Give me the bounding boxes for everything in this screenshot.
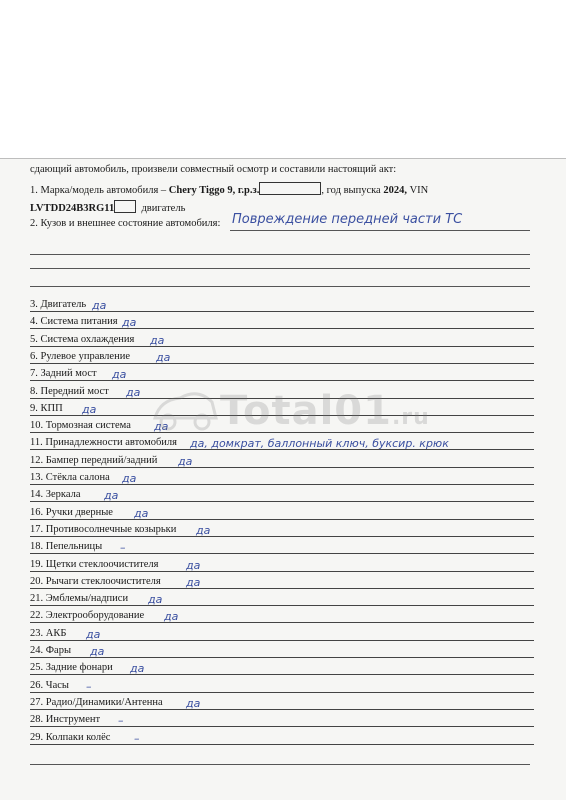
- checklist-rule: [30, 328, 534, 329]
- engine-label: двигатель: [141, 203, 186, 214]
- checklist-row: [30, 469, 534, 485]
- checklist-handwritten-value: –: [86, 679, 92, 693]
- checklist-label: 24. Фары: [30, 645, 72, 656]
- checklist-row: [30, 365, 534, 381]
- car-model: Chery Tiggo 9, г.р.з.: [168, 185, 260, 196]
- checklist-handwritten-value: –: [134, 731, 140, 745]
- year-prefix: , год выпуска: [321, 185, 384, 196]
- checklist-label: 28. Инструмент: [30, 714, 101, 726]
- blank-header-area: [0, 0, 566, 159]
- blank-rule-3: [30, 286, 530, 287]
- item-2-handwritten: Повреждение передней части ТС: [232, 212, 463, 227]
- checklist-rule: [30, 536, 534, 537]
- checklist-handwritten-value: да: [164, 610, 179, 624]
- checklist-row: [30, 556, 534, 572]
- checklist-label: 17. Противосолнечные козырьки: [30, 523, 177, 535]
- checklist-rule: [30, 744, 534, 745]
- item-2-line: [30, 218, 220, 230]
- checklist-row: [30, 642, 534, 658]
- checklist-handwritten-value: да: [130, 662, 145, 676]
- checklist-rule: [30, 726, 534, 727]
- checklist-handwritten-value: –: [120, 541, 126, 555]
- checklist-handwritten-value: да: [156, 350, 171, 364]
- checklist-handwritten-value: да: [186, 575, 201, 589]
- checklist-handwritten-value: да, домкрат, баллонный ключ, буксир. крюк: [190, 437, 449, 451]
- checklist-handwritten-value: да: [148, 593, 163, 607]
- checklist-rule: [30, 588, 534, 589]
- checklist-label: 3. Двигатель: [30, 299, 87, 310]
- checklist-rule: [30, 363, 534, 364]
- checklist-row: [30, 573, 534, 589]
- item-2-rule: [230, 230, 530, 231]
- checklist-rule: [30, 415, 534, 416]
- checklist-row: [30, 348, 534, 364]
- checklist-rule: [30, 622, 534, 623]
- checklist-label: 16. Ручки дверные: [30, 506, 113, 518]
- checklist-rule: [30, 432, 534, 433]
- item-1-line: [30, 182, 428, 197]
- checklist-row: [30, 417, 534, 433]
- vin-value: LVTDD24B3RG11: [30, 203, 115, 214]
- checklist-label: 9. КПП: [30, 402, 63, 414]
- item-2-label: 2. Кузов и внешнее состояние автомобиля:: [30, 218, 221, 229]
- checklist-row: [30, 400, 534, 416]
- checklist-handwritten-value: да: [86, 627, 101, 641]
- checklist-handwritten-value: –: [118, 714, 124, 728]
- checklist-row: [30, 659, 534, 675]
- item-1-prefix: 1. Марка/модель автомобиля –: [30, 185, 169, 196]
- checklist-row: [30, 331, 534, 347]
- checklist-label: 19. Щетки стеклоочистителя: [30, 558, 159, 570]
- checklist-rule: [30, 467, 534, 468]
- checklist-label: 20. Рычаги стеклоочистителя: [30, 575, 161, 587]
- checklist-rule: [30, 571, 534, 572]
- checklist-row: [30, 296, 534, 312]
- checklist-row: [30, 711, 534, 727]
- watermark-text: Total01.ru: [220, 388, 430, 434]
- checklist-rule: [30, 553, 534, 554]
- checklist-label: 25. Задние фонари: [30, 662, 113, 674]
- checklist-handwritten-value: да: [196, 523, 211, 537]
- checklist-label: 10. Тормозная система: [30, 420, 131, 432]
- blank-rule-2: [30, 268, 530, 269]
- checklist-row: [30, 434, 534, 450]
- checklist-row: [30, 694, 534, 710]
- checklist-handwritten-value: да: [122, 316, 137, 330]
- checklist-row: [30, 313, 534, 329]
- checklist-label: 12. Бампер передний/задний: [30, 454, 158, 466]
- checklist-rule: [30, 640, 534, 641]
- checklist-handwritten-value: да: [134, 506, 149, 520]
- plate-box: [259, 182, 321, 195]
- checklist-handwritten-value: да: [90, 645, 105, 658]
- checklist-label: 23. АКБ: [30, 627, 67, 639]
- checklist-label: 18. Пепельницы: [30, 541, 103, 553]
- checklist-label: 26. Часы: [30, 679, 69, 691]
- blank-rule-1: [30, 254, 530, 255]
- checklist-handwritten-value: да: [178, 454, 193, 468]
- checklist-row: [30, 729, 534, 745]
- checklist-rule: [30, 605, 534, 606]
- checklist-row: [30, 607, 534, 623]
- checklist-row: [30, 504, 534, 520]
- checklist-row: [30, 590, 534, 606]
- checklist-rule: [30, 346, 534, 347]
- checklist-label: 29. Колпаки колёс: [30, 731, 111, 743]
- checklist-label: 11. Принадлежности автомобиля: [30, 437, 177, 449]
- vin-line: [30, 200, 185, 215]
- checklist-handwritten-value: да: [154, 420, 169, 434]
- checklist-handwritten-value: да: [104, 489, 119, 503]
- checklist-handwritten-value: да: [186, 696, 201, 710]
- checklist-row: [30, 521, 534, 537]
- checklist-rule: [30, 657, 534, 658]
- checklist-handwritten-value: да: [112, 368, 127, 382]
- year-value: 2024,: [383, 185, 407, 196]
- checklist-rule: [30, 709, 534, 710]
- checklist-row: [30, 677, 534, 693]
- checklist-rule: [30, 674, 534, 675]
- checklist-rule: [30, 484, 534, 485]
- checklist-row: [30, 383, 534, 399]
- checklist-rule: [30, 519, 534, 520]
- checklist-row: [30, 452, 534, 468]
- checklist-handwritten-value: да: [150, 333, 165, 347]
- vin-box: [114, 200, 136, 213]
- checklist-handwritten-value: да: [126, 385, 141, 399]
- checklist-handwritten-value: да: [92, 299, 107, 312]
- checklist-row: [30, 486, 534, 502]
- checklist-label: 22. Электрооборудование: [30, 610, 145, 622]
- checklist-label: 14. Зеркала: [30, 489, 81, 501]
- checklist-rule: [30, 380, 534, 381]
- checklist-label: 7. Задний мост: [30, 368, 97, 380]
- checklist-row: [30, 538, 534, 554]
- intro-text: сдающий автомобиль, произвели совместный осмотр и составили настоящий акт:: [30, 164, 397, 175]
- checklist-label: 13. Стёкла салона: [30, 472, 110, 483]
- checklist-handwritten-value: да: [82, 402, 97, 416]
- checklist-handwritten-value: да: [186, 558, 201, 572]
- checklist-label: 6. Рулевое управление: [30, 350, 130, 362]
- checklist-label: 8. Передний мост: [30, 385, 109, 397]
- checklist-label: 21. Эмблемы/надписи: [30, 593, 129, 605]
- checklist-label: 4. Система питания: [30, 316, 118, 328]
- vin-label: VIN: [409, 185, 429, 196]
- checklist-handwritten-value: да: [122, 472, 137, 485]
- checklist-row: [30, 625, 534, 641]
- checklist-rule: [30, 692, 534, 693]
- checklist-label: 27. Радио/Динамики/Антенна: [30, 696, 163, 708]
- bottom-rule: [30, 764, 530, 765]
- checklist-label: 5. Система охлаждения: [30, 333, 135, 345]
- checklist-rule: [30, 398, 534, 399]
